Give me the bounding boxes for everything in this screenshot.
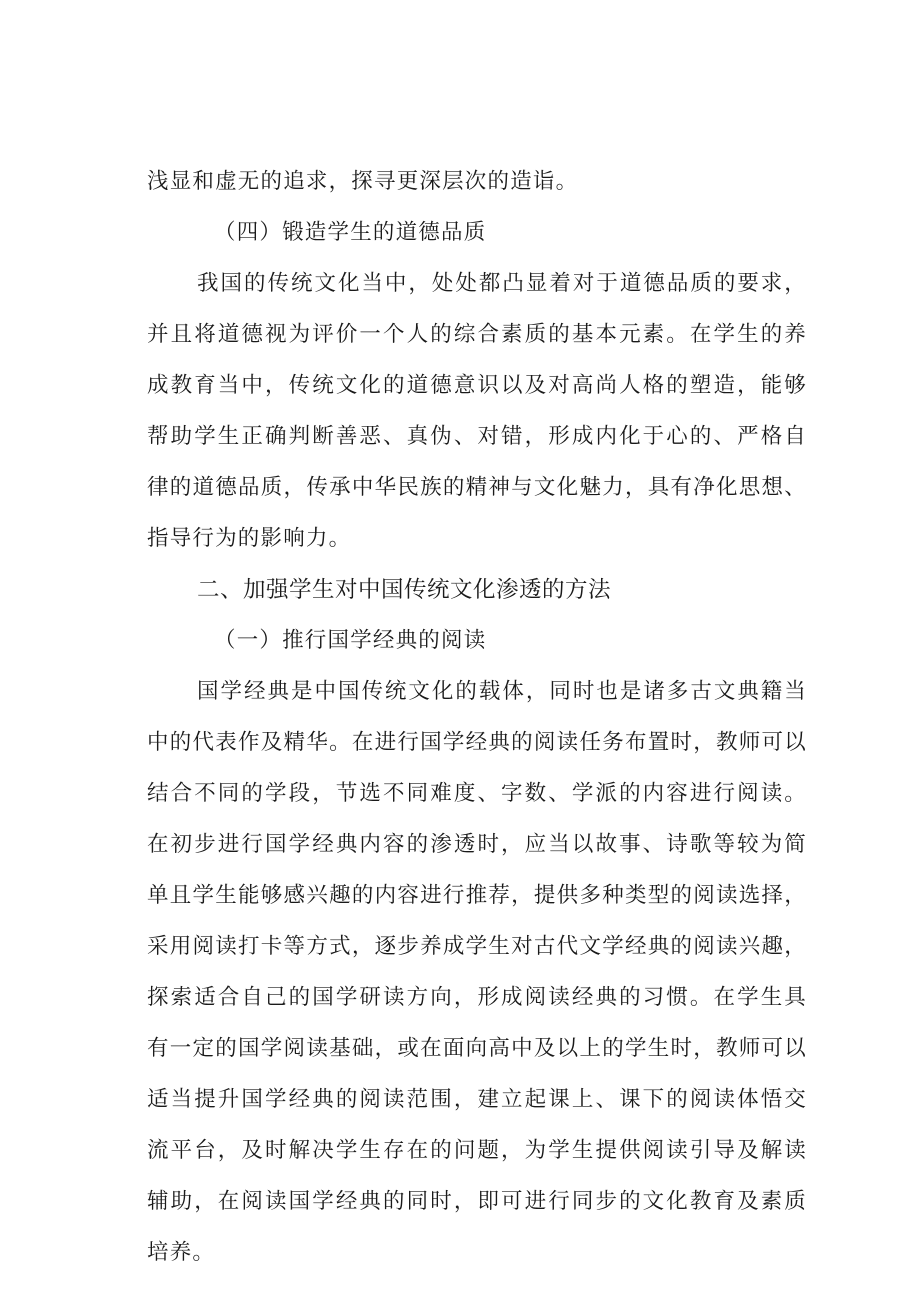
document-body <box>147 160 807 1282</box>
paragraph-line: 结合不同的学段，节选不同难度、字数、学派的内容进行阅读。 <box>147 781 807 806</box>
paragraph-line: 国学经典是中国传统文化的载体，同时也是诸多古文典籍当 <box>197 679 807 704</box>
paragraph-line: 律的道德品质，传承中华民族的精神与文化魅力，具有净化思想、 <box>147 475 807 500</box>
section-heading: 二、加强学生对中国传统文化渗透的方法 <box>197 577 612 603</box>
paragraph-line: 在初步进行国学经典内容的渗透时，应当以故事、诗歌等较为简 <box>147 832 807 857</box>
subsection-heading: （一）推行国学经典的阅读 <box>214 628 487 653</box>
subsection-heading: （四）锻造学生的道德品质 <box>214 220 487 245</box>
paragraph-line: 指导行为的影响力。 <box>147 526 352 551</box>
paragraph-line: 探索适合自己的国学研读方向，形成阅读经典的习惯。在学生具 <box>147 985 807 1010</box>
paragraph-line: 帮助学生正确判断善恶、真伪、对错，形成内化于心的、严格自 <box>147 424 807 449</box>
paragraph-line: 成教育当中，传统文化的道德意识以及对高尚人格的塑造，能够 <box>147 373 807 398</box>
paragraph-line: 培养。 <box>147 1240 216 1265</box>
paragraph-line: 单且学生能够感兴趣的内容进行推荐，提供多种类型的阅读选择， <box>147 883 807 908</box>
paragraph-line: 浅显和虚无的追求，探寻更深层次的造诣。 <box>147 169 579 194</box>
paragraph-line: 适当提升国学经典的阅读范围，建立起课上、课下的阅读体悟交 <box>147 1087 807 1112</box>
paragraph-line: 有一定的国学阅读基础，或在面向高中及以上的学生时，教师可以 <box>147 1036 807 1061</box>
paragraph-line: 并且将道德视为评价一个人的综合素质的基本元素。在学生的养 <box>147 322 807 347</box>
paragraph-line: 辅助，在阅读国学经典的同时，即可进行同步的文化教育及素质 <box>147 1189 807 1214</box>
paragraph-line: 采用阅读打卡等方式，逐步养成学生对古代文学经典的阅读兴趣， <box>147 934 807 959</box>
paragraph-line: 流平台，及时解决学生存在的问题，为学生提供阅读引导及解读 <box>147 1138 807 1163</box>
paragraph-line: 中的代表作及精华。在进行国学经典的阅读任务布置时，教师可以 <box>147 730 807 755</box>
paragraph-line: 我国的传统文化当中，处处都凸显着对于道德品质的要求， <box>197 271 807 296</box>
